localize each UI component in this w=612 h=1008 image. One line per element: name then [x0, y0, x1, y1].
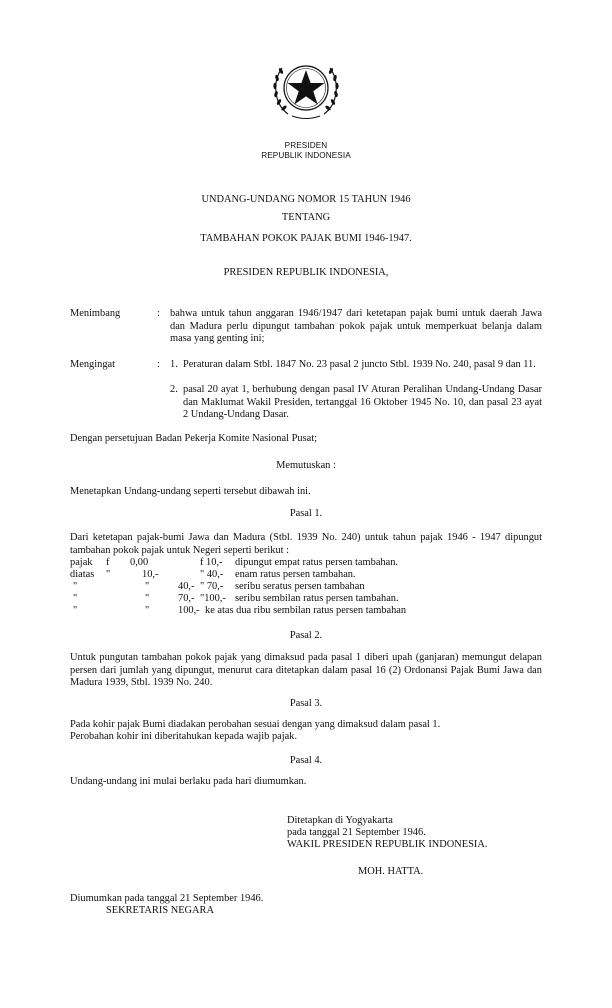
mengingat-label: Mengingat	[70, 359, 116, 370]
pasal-1-heading: Pasal 1.	[289, 508, 323, 519]
row-col-2: "	[145, 581, 150, 592]
row-col-5: " 70,-	[200, 581, 224, 592]
row-col-1: "	[73, 581, 78, 592]
pasal-3-line-1: Pada kohir pajak Bumi diadakan perobahan sesuai dengan yang dimaksud dalam pasal 1.	[70, 719, 441, 730]
mengingat-colon: :	[157, 359, 160, 370]
menimbang-label: Menimbang	[70, 308, 121, 319]
promulgation-date: Diumumkan pada tanggal 21 September 1946.	[70, 893, 264, 904]
row-col-5: ke atas dua ribu sembilan ratus persen tambahan	[205, 605, 407, 616]
row-col-5: f 10,-	[200, 557, 223, 568]
row-col-5: " 40,-	[200, 569, 224, 580]
tax-table-row	[70, 581, 550, 593]
mengingat-item-1-text: Peraturan dalam Stbl. 1847 No. 23 pasal 2 juncto Stbl. 1939 No. 240, pasal 9 dan 11.	[183, 359, 536, 370]
decision-heading: Memutuskan :	[276, 460, 336, 471]
tax-table-row	[70, 593, 550, 605]
authority-line: PRESIDEN REPUBLIK INDONESIA,	[223, 267, 389, 278]
office-line-2: REPUBLIK INDONESIA	[261, 151, 351, 160]
row-col-2: f	[106, 557, 110, 568]
tax-table-row	[70, 605, 550, 617]
star-emblem-icon	[270, 52, 342, 124]
row-col-6: seribu sembilan ratus persen tambahan.	[235, 593, 399, 604]
title-line-3: TAMBAHAN POKOK PAJAK BUMI 1946-1947.	[200, 233, 412, 244]
row-col-6: dipungut empat ratus persen tambahan.	[235, 557, 399, 568]
tax-table-row	[70, 569, 550, 581]
row-col-6: seribu seratus persen tambahan	[235, 581, 365, 592]
row-col-6: enam ratus persen tambahan.	[235, 569, 356, 580]
pasal-2-text: Untuk pungutan tambahan pokok pajak yang dimaksud pada pasal 1 diberi upah (ganjaran) memungut delapan persen dari jumlah yang dipungut, menurut cara ditetapkan dalam pasal 16 (2) Ordonansi Pajak Bumi Jawa dan Madura 1939, Stbl. 1939 No. 240.	[70, 652, 542, 689]
row-col-3: 10,-	[142, 569, 159, 580]
pasal-3-heading: Pasal 3.	[289, 698, 323, 709]
title-line-1: UNDANG-UNDANG NOMOR 15 TAHUN 1946	[201, 194, 411, 205]
enactment-date: pada tanggal 21 September 1946.	[287, 827, 426, 838]
row-col-4: 100,-	[178, 605, 200, 616]
row-col-1: "	[73, 605, 78, 616]
pasal-2-heading: Pasal 2.	[289, 630, 323, 641]
row-col-4: 70,-	[178, 593, 195, 604]
promulgation-office: SEKRETARIS NEGARA	[106, 905, 214, 916]
row-col-1: diatas	[70, 569, 95, 580]
signer-name: MOH. HATTA.	[358, 866, 424, 877]
mengingat-item-2-number: 2.	[170, 384, 178, 395]
mengingat-item-2-text: pasal 20 ayat 1, berhubung dengan pasal IV Aturan Peralihan Undang-Undang Dasar dan Maklumat Wakil Presiden, tertanggal 16 Oktober 1945 No. 10, dan pasal 23 ayat 2 Undang-Undang Dasar.	[183, 384, 542, 421]
enactment-place: Ditetapkan di Yogyakarta	[287, 815, 393, 826]
approval-line: Dengan persetujuan Badan Pekerja Komite Nasional Pusat;	[70, 433, 318, 444]
mengingat-item-1-number: 1.	[170, 359, 178, 370]
row-col-3: 0,00	[130, 557, 149, 568]
row-col-1: "	[73, 593, 78, 604]
pasal-3-line-2: Perobahan kohir ini diberitahukan kepada wajib pajak.	[70, 731, 298, 742]
row-col-2: "	[106, 569, 111, 580]
office-line-1: PRESIDEN	[284, 141, 328, 150]
row-col-1: pajak	[70, 557, 93, 568]
pasal-1-intro: Dari ketetapan pajak-bumi Jawa dan Madura (Stbl. 1939 No. 240) untuk tahun pajak 1946 - 1947 dipungut tambahan pokok pajak untuk Negeri seperti berikut :	[70, 532, 542, 556]
row-col-4: 40,-	[178, 581, 195, 592]
decision-line: Menetapkan Undang-undang seperti tersebut dibawah ini.	[70, 486, 311, 497]
row-col-2: "	[145, 605, 150, 616]
enactment-office: WAKIL PRESIDEN REPUBLIK INDONESIA.	[287, 839, 488, 850]
menimbang-text: bahwa untuk tahun anggaran 1946/1947 dari ketetapan pajak bumi untuk daerah Jawa dan Madura perlu dipungut tambahan pokok pajak untuk memperkuat belanja dalam masa yang genting ini;	[170, 308, 542, 345]
row-col-5: "100,-	[200, 593, 226, 604]
pasal-4-text: Undang-undang ini mulai berlaku pada hari diumumkan.	[70, 776, 307, 787]
pasal-4-heading: Pasal 4.	[289, 755, 323, 766]
menimbang-colon: :	[157, 308, 160, 319]
tax-table-row	[70, 557, 550, 569]
row-col-2: "	[145, 593, 150, 604]
title-line-2: TENTANG	[281, 212, 331, 223]
